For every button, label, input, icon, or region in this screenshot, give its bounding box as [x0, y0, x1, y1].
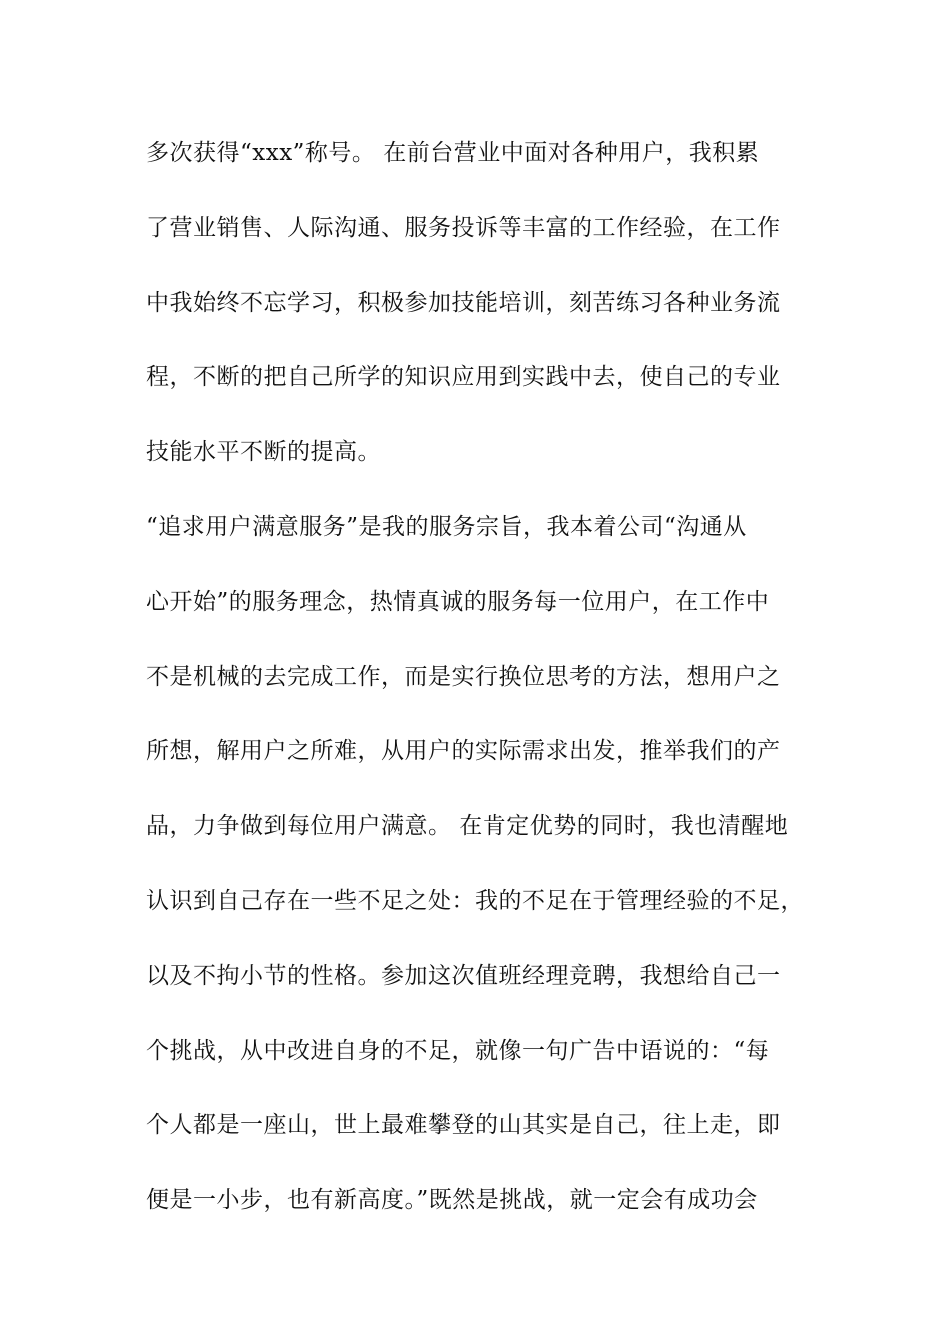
text-line: 品，力争做到每位用户满意。 在肯定优势的同时，我也清醒地 [146, 813, 789, 840]
text-line: 多次获得“xxx”称号。 在前台营业中面对各种用户，我积累 [146, 140, 760, 166]
text-line: 便是一小步，也有新高度。”既然是挑战，就一定会有成功会 [146, 1187, 758, 1214]
text-line: 个人都是一座山，世上最难攀登的山其实是自己，往上走，即 [146, 1112, 781, 1139]
text-line: “追求用户满意服务”是我的服务宗旨，我本着公司“沟通从 [146, 513, 747, 540]
text-line: 中我始终不忘学习，积极参加技能培训，刻苦练习各种业务流 [146, 289, 781, 316]
body-text [146, 132, 826, 1254]
text-line: 个挑战，从中改进自身的不足，就像一句广告中语说的：“每 [146, 1037, 770, 1064]
text-line: 技能水平不断的提高。 [146, 439, 381, 466]
text-line: 程，不断的把自己所学的知识应用到实践中去，使自己的专业 [146, 364, 781, 391]
text-line: 以及不拘小节的性格。参加这次值班经理竞聘，我想给自己一 [146, 962, 781, 989]
text-line: 不是机械的去完成工作，而是实行换位思考的方法，想用户之 [146, 663, 781, 690]
text-line: 所想，解用户之所难，从用户的实际需求出发，推举我们的产 [146, 738, 781, 765]
text-line: 认识到自己存在一些不足之处：我的不足在于管理经验的不足， [146, 887, 804, 914]
text-line: 了营业销售、人际沟通、服务投诉等丰富的工作经验，在工作 [146, 214, 781, 241]
text-line: 心开始”的服务理念，热情真诚的服务每一位用户，在工作中 [146, 588, 770, 615]
